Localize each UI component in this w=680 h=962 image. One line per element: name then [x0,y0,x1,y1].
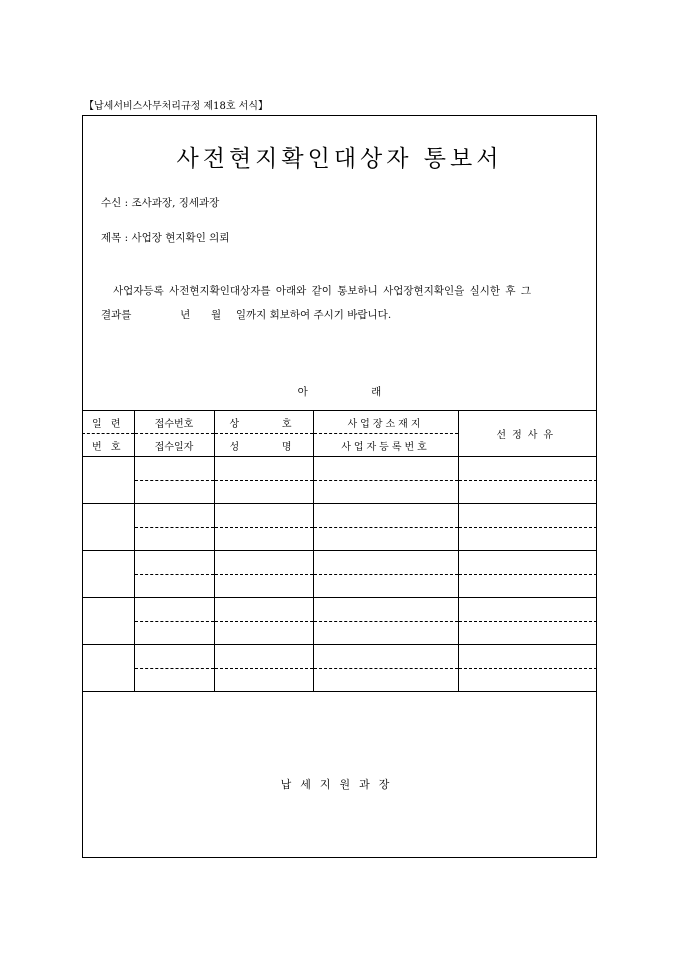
registration-no-cell[interactable] [313,669,458,692]
reason-cell[interactable] [458,551,597,575]
receipt-no-cell[interactable] [134,457,214,481]
receipt-no-cell[interactable] [134,504,214,528]
table-row [82,551,597,575]
notice-heading-right: 래 [371,386,382,398]
form-frame [82,115,597,858]
body-text-line-1: 사업자등록 사전현지확인대상자를 아래와 같이 통보하니 사업장현지확인을 실시한 후 그 [113,285,531,297]
reason-cell[interactable] [458,457,597,481]
form-code: 【납세서비스사무처리규정 제18호 서식】 [84,101,268,112]
body-text-suffix: 일까지 회보하여 주시기 바랍니다. [235,309,392,321]
receipt-date-cell[interactable] [134,622,214,645]
trade-name-cell[interactable] [214,551,313,575]
owner-name-cell[interactable] [214,575,313,598]
reason-cell[interactable] [458,645,597,669]
notice-heading-left: 아 [297,386,308,398]
signer-title: 납세지원과장 [280,778,399,791]
receipt-date-cell[interactable] [134,481,214,504]
receipt-date-cell[interactable] [134,528,214,551]
reason-cell[interactable] [458,528,597,551]
table-row [82,504,597,528]
owner-name-cell[interactable] [214,528,313,551]
header-receipt-no: 접수번호 [134,411,214,434]
table-row [82,528,597,551]
notice-heading [83,384,596,399]
serial-cell[interactable] [82,598,134,645]
serial-cell[interactable] [82,504,134,551]
reason-cell[interactable] [458,622,597,645]
table-row [82,645,597,669]
registration-no-cell[interactable] [313,622,458,645]
owner-name-cell[interactable] [214,481,313,504]
header-registration-no: 사업자등록번호 [313,434,458,457]
header-serial-bottom: 번 호 [82,434,134,457]
receipt-date-cell[interactable] [134,575,214,598]
header-selection-reason: 선정사유 [458,411,597,457]
address-cell[interactable] [313,645,458,669]
header-trade-name: 상 호 [214,411,313,434]
address-cell[interactable] [313,504,458,528]
year-label: 년 [180,309,191,321]
body-text-prefix: 결과를 [101,309,132,321]
reason-cell[interactable] [458,598,597,622]
table-row [82,669,597,692]
address-cell[interactable] [313,551,458,575]
table-row [82,622,597,645]
reason-cell[interactable] [458,669,597,692]
registration-no-cell[interactable] [313,575,458,598]
trade-name-cell[interactable] [214,645,313,669]
serial-cell[interactable] [82,457,134,504]
month-label: 월 [210,309,222,321]
subject-line: 제목 : 사업장 현지확인 의뢰 [101,232,230,244]
table-row [82,457,597,481]
registration-no-cell[interactable] [313,528,458,551]
page-title: 사전현지확인대상자 통보서 [176,146,503,172]
target-table [82,410,597,692]
header-business-address: 사업장소재지 [313,411,458,434]
receipt-no-cell[interactable] [134,645,214,669]
reason-cell[interactable] [458,481,597,504]
serial-cell[interactable] [82,551,134,598]
table-row [82,575,597,598]
receipt-date-cell[interactable] [134,669,214,692]
reason-cell[interactable] [458,504,597,528]
table-row [82,481,597,504]
header-receipt-date: 접수일자 [134,434,214,457]
serial-cell[interactable] [82,645,134,692]
header-serial-top: 일 련 [82,411,134,434]
receipt-no-cell[interactable] [134,551,214,575]
registration-no-cell[interactable] [313,481,458,504]
reason-cell[interactable] [458,575,597,598]
body-text-line-2 [101,307,391,322]
trade-name-cell[interactable] [214,457,313,481]
address-cell[interactable] [313,457,458,481]
table-header-row-top [82,411,597,434]
table-row [82,598,597,622]
owner-name-cell[interactable] [214,622,313,645]
trade-name-cell[interactable] [214,598,313,622]
header-owner-name: 성 명 [214,434,313,457]
address-cell[interactable] [313,598,458,622]
recipient-line: 수신 : 조사과장, 징세과장 [101,197,220,209]
owner-name-cell[interactable] [214,669,313,692]
receipt-no-cell[interactable] [134,598,214,622]
trade-name-cell[interactable] [214,504,313,528]
